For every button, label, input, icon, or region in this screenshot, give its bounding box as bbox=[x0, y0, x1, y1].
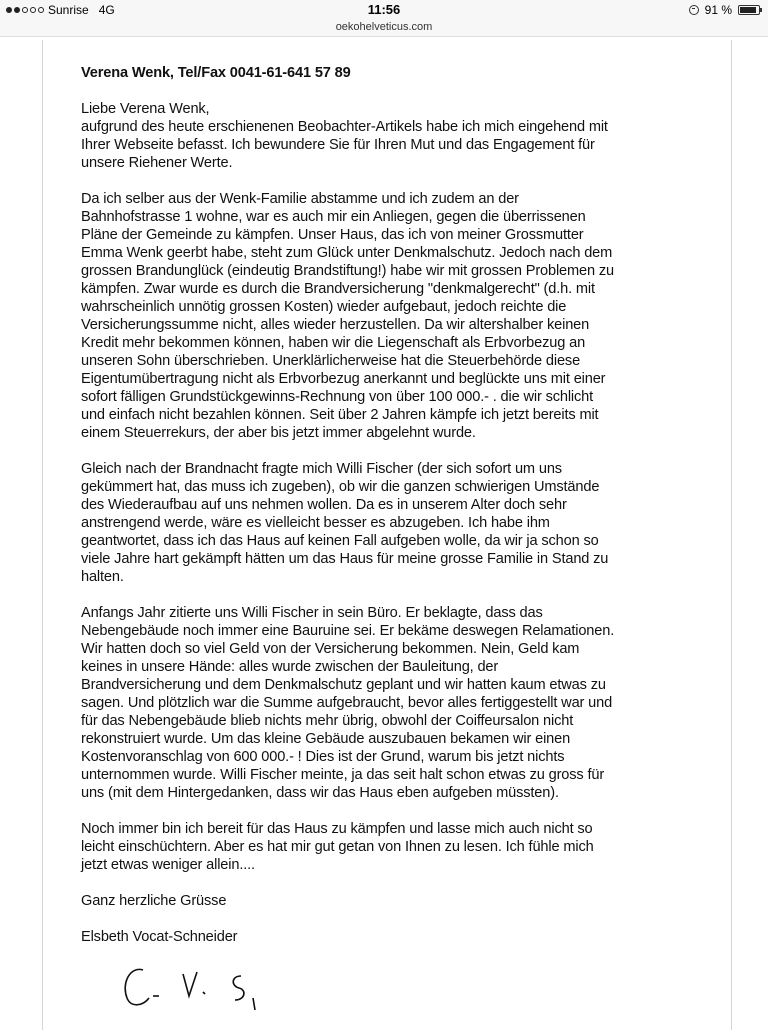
paragraph-3-line: viele Jahre hart gekämpft hätten um das Haus für meine grosse Familie in Stand zu bbox=[81, 551, 609, 567]
paragraph-4-line: sagen. Und plötzlich war die Summe aufgebraucht, bevor alles fertiggestellt war und bbox=[81, 695, 613, 711]
letter-closing: Ganz herzliche Grüsse bbox=[81, 893, 227, 909]
battery-level-fill bbox=[740, 7, 756, 13]
paragraph-2-line: Eigentumübertragung nicht als Erbvorbezug anerkannt und beglückte uns mit einer bbox=[81, 371, 606, 387]
status-bar bbox=[0, 0, 768, 20]
paragraph-2-line: einem Steuerrekurs, der aber bis jetzt immer abgelehnt wurde. bbox=[81, 425, 476, 441]
paragraph-2-line: wahrscheinlich unnötig grossen Kosten) wieder aufgebaut, jedoch reichte die bbox=[81, 299, 567, 315]
paragraph-2-line: sofort fälligen Grundstückgewinns-Rechnung von über 100 000.- . die wir schlicht bbox=[81, 389, 594, 405]
paragraph-4-line: Anfangs Jahr zitierte uns Willi Fischer in sein Büro. Er beklagte, dass das bbox=[81, 605, 543, 621]
paragraph-1-line: unsere Riehener Werte. bbox=[81, 155, 233, 171]
status-bar-right bbox=[689, 0, 760, 20]
paragraph-4 bbox=[81, 604, 711, 802]
carrier-name: Sunrise bbox=[48, 3, 89, 17]
paragraph-2 bbox=[81, 190, 711, 442]
paragraph-4-line: unternommen wurde. Willi Fischer meinte, ja das seit halt schon etwas zu gross für bbox=[81, 767, 605, 783]
paragraph-2-line: Emma Wenk geerbt habe, steht zum Glück unter Denkmalschutz. Jedoch nach dem bbox=[81, 245, 613, 261]
paragraph-1 bbox=[81, 118, 711, 172]
handwritten-signature bbox=[113, 952, 313, 1022]
paragraph-2-line: Versicherungssumme nicht, alles wieder herzustellen. Da wir altershalber keinen bbox=[81, 317, 590, 333]
network-type: 4G bbox=[98, 3, 115, 17]
battery-icon bbox=[738, 5, 760, 15]
paragraph-4-line: Kostenvoranschlag von 600 000.- ! Dies ist der Grund, warum bis jetzt nichts bbox=[81, 749, 565, 765]
paragraph-3-line: gekümmert hat, das muss ich zugeben), ob wir die ganzen schwierigen Umstände bbox=[81, 479, 600, 495]
scanned-letter-page bbox=[42, 40, 732, 1030]
paragraph-2-line: Da ich selber aus der Wenk-Familie abstamme und ich zudem an der bbox=[81, 191, 519, 207]
url-text[interactable]: oekohelveticus.com bbox=[335, 21, 433, 33]
paragraph-1-line: aufgrund des heute erschienenen Beobachter-Artikels habe ich mich eingehend mit bbox=[81, 119, 608, 135]
paragraph-2-line: Bahnhofstrasse 1 wohne, war es auch mir ein Anliegen, gegen die überrissenen bbox=[81, 209, 586, 225]
paragraph-1-line: Ihrer Webseite befasst. Ich bewundere Sie für Ihren Mut und das Engagement für bbox=[81, 137, 595, 153]
clock: 11:56 bbox=[367, 2, 401, 17]
paragraph-4-line: keines in unsere Hände: alles wurde zwischen der Bauleitung, der bbox=[81, 659, 499, 675]
paragraph-2-line: kämpfen. Zwar wurde es durch die Brandversicherung "denkmalgerecht" (d.h. mit bbox=[81, 281, 595, 297]
paragraph-3-line: geantwortet, dass ich das Haus auf keinen Fall aufgeben wolle, da wir ja schon so bbox=[81, 533, 599, 549]
letter-body bbox=[81, 64, 711, 946]
paragraph-4-line: rekonstruiert wurde. Um das kleine Gebäude auszubauen bekamen wir einen bbox=[81, 731, 571, 747]
letter-salutation: Liebe Verena Wenk, bbox=[81, 101, 210, 117]
paragraph-5-line: leicht einschüchtern. Aber es hat mir gut getan von Ihnen zu lesen. Ich fühle mich bbox=[81, 839, 594, 855]
paragraph-2-line: Pläne der Gemeinde zu kämpfen. Unser Haus, das ich von meiner Grossmutter bbox=[81, 227, 584, 243]
paragraph-3-line: halten. bbox=[81, 569, 124, 585]
rotation-lock-icon bbox=[689, 5, 699, 15]
paragraph-4-line: uns (mit dem Hintergedanken, dass wir das Haus eben aufgeben müssten). bbox=[81, 785, 559, 801]
paragraph-4-line: Nebengebäude noch immer eine Bauruine sei. Er bekäme deswegen Relamationen. bbox=[81, 623, 615, 639]
paragraph-2-line: Kredit mehr bekommen können, haben wir die Liegenschaft als Erbvorbezug an bbox=[81, 335, 586, 351]
paragraph-2-line: unseren Sohn überschrieben. Unerklärlicherweise hat die Steuerbehörde diese bbox=[81, 353, 581, 369]
paragraph-5-line: jetzt etwas weniger allein.... bbox=[81, 857, 255, 873]
battery-percentage: 91 % bbox=[704, 3, 732, 17]
paragraph-4-line: für das Nebengebäude blieb nichts mehr übrig, obwohl der Coiffeursalon nicht bbox=[81, 713, 574, 729]
paragraph-3-line: anstrengend werde, wäre es vielleicht besser es abzugeben. Ich habe ihm bbox=[81, 515, 550, 531]
paragraph-3 bbox=[81, 460, 711, 586]
paragraph-2-line: und einfach nicht bezahlen können. Seit über 2 Jahren kämpfe ich jetzt bereits mit bbox=[81, 407, 599, 423]
address-bar[interactable] bbox=[0, 20, 768, 37]
paragraph-3-line: des Wiederaufbau auf uns nehmen wollen. Da es in unserem Alter doch sehr bbox=[81, 497, 567, 513]
paragraph-5-line: Noch immer bin ich bereit für das Haus zu kämpfen und lasse mich auch nicht so bbox=[81, 821, 593, 837]
signature-name: Elsbeth Vocat-Schneider bbox=[81, 929, 238, 945]
paragraph-5 bbox=[81, 820, 711, 874]
paragraph-2-line: grossen Brandunglück (eindeutig Brandstiftung!) habe wir mit grossen Problemen zu bbox=[81, 263, 614, 279]
paragraph-4-line: Brandversicherung und dem Denkmalschutz geplant und wir hatten kaum etwas zu bbox=[81, 677, 606, 693]
paragraph-4-line: Wir hatten doch so viel Geld von der Versicherung bekommen. Nein, Geld kam bbox=[81, 641, 580, 657]
paragraph-3-line: Gleich nach der Brandnacht fragte mich Willi Fischer (der sich sofort um uns bbox=[81, 461, 562, 477]
letter-header: Verena Wenk, Tel/Fax 0041-61-641 57 89 bbox=[81, 65, 351, 81]
